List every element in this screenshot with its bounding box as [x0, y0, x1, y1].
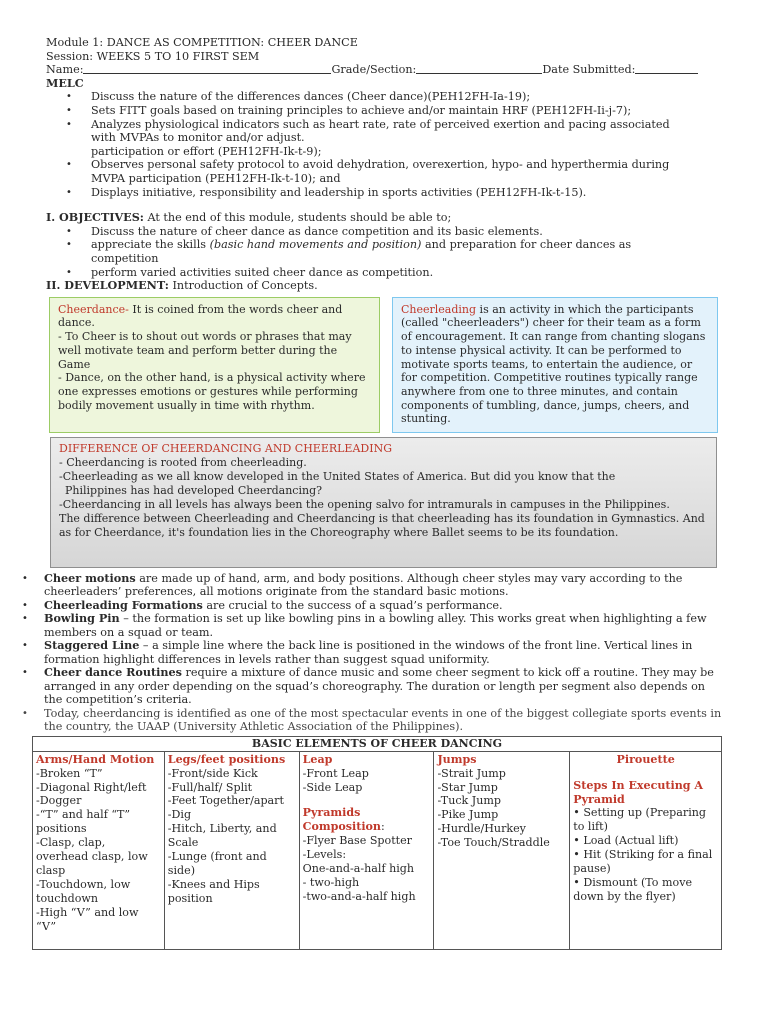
cheerleading-definition-box	[392, 297, 718, 433]
cheerdance-term: Cheerdance-	[58, 302, 129, 316]
cheerleading-def: is an activity in which the participants (called "cheerleaders") cheer for their team as a form of encouragement. It can range from chanting slogans to intense physical activity. It can be performed to motivate sports teams, to entertain the audience, or for competition. Competitive routines typically range anywhere from one to three minutes, and contain components of tumbling, dance, jumps, cheers, and stunting.	[401, 302, 706, 426]
grade-field[interactable]	[416, 63, 542, 74]
cheer-meaning: - To Cheer is to shout out words or phrases that may well motivate team and perform better during the Game	[58, 330, 352, 371]
session-line: Session: WEEKS 5 TO 10 FIRST SEM	[46, 49, 260, 63]
list-item: • Bowling Pin – the formation is set up like bowling pins in a bowling alley. This works great when highlighting a few members on a squad or team.	[22, 612, 726, 639]
col-header: Arms/Hand Motion	[36, 752, 155, 766]
list-item: • Observes personal safety protocol to avoid dehydration, overexertion, hypo- and hyperthermia during MVPA participation (PEH12FH-Ik-t-10); and	[46, 158, 726, 185]
difference-box	[50, 437, 717, 568]
difference-line: -Cheerleading as we all know developed in the United States of America. But did you know that the	[59, 469, 616, 483]
jumps-cell: Jumps -Strait Jump -Star Jump -Tuck Jump -Pike Jump -Hurdle/Hurkey -Toe Touch/Straddle	[434, 751, 570, 949]
list-item: • Cheer dance Routines require a mixture of dance music and some cheer segment to kick off a routine. They may be arranged in any order depending on the squad’s choreography. The duration or length per segment also depends on the competition’s criteria.	[22, 666, 726, 707]
leap-pyramid-cell: Leap -Front Leap -Side Leap Pyramids Composition: -Flyer Base Spotter -Levels: One-and-a-half high - two-high -two-and-a-half high	[299, 751, 434, 949]
date-field[interactable]	[635, 63, 698, 74]
cheerdance-definition-box	[49, 297, 380, 433]
melc-list	[46, 90, 726, 199]
list-item: • Discuss the nature of cheer dance as dance competition and its basic elements.	[46, 225, 726, 239]
objectives-heading: I. OBJECTIVES:	[46, 210, 144, 225]
list-item: • perform varied activities suited cheer dance as competition.	[46, 266, 726, 280]
name-field[interactable]	[83, 63, 331, 74]
col-header: Legs/feet positions	[167, 752, 286, 766]
objectives-list	[46, 225, 726, 279]
date-label: Date Submitted:	[542, 63, 636, 77]
development-heading: II. DEVELOPMENT:	[46, 278, 169, 293]
objectives-intro: At the end of this module, students should be able to;	[143, 211, 452, 225]
arms-hand-cell: Arms/Hand Motion -Broken “T” -Diagonal Right/left -Dogger -“T” and half “T” positions -Clasp, clap, overhead clasp, low clasp -Touchdown, low touchdown -High “V” and low “V”	[33, 751, 165, 949]
list-item: • Discuss the nature of the differences dances (Cheer dance)(PEH12FH-Ia-19);	[46, 90, 726, 104]
dance-meaning: - Dance, on the other hand, is a physical activity where one expresses emotions or gestures while performing bodily movement usually in time with rhythm.	[58, 371, 366, 412]
development-heading-row	[46, 279, 726, 293]
table-title: BASIC ELEMENTS OF CHEER DANCING	[33, 736, 722, 751]
melc-heading: MELC	[46, 75, 84, 90]
col-header: Leap	[302, 752, 333, 766]
col-subheader: Steps In Executing A Pyramid	[573, 778, 704, 806]
list-item-continuation: participation or effort (PEH12FH-Ik-t-9);	[91, 144, 322, 158]
definition-boxes	[46, 297, 726, 433]
list-item: • appreciate the skills (basic hand movements and position) and preparation for cheer dances as competition	[46, 238, 726, 265]
development-intro: Introduction of Concepts.	[168, 279, 318, 293]
difference-title: DIFFERENCE OF CHEERDANCING AND CHEERLEADING	[59, 441, 392, 455]
col-subheader: Pyramids Composition:	[302, 806, 385, 834]
student-info-row	[46, 63, 726, 77]
pirouette-cell: Pirouette Steps In Executing A Pyramid • Setting up (Preparing to lift) • Load (Actual lift) • Hit (Striking for a final pause) • Dismount (To move down by the flyer)	[570, 751, 722, 949]
concepts-list	[22, 572, 726, 734]
elements-table	[32, 736, 722, 950]
cheerdance-def: It is coined from the words cheer and dance.	[58, 302, 343, 330]
list-item: • Staggered Line – a simple line where the back line is positioned in the windows of the front line. Vertical lines in formation highlight differences in levels rather than suggest squad uniformity.	[22, 639, 726, 666]
col-header: Jumps	[437, 752, 477, 766]
worksheet-page	[36, 36, 726, 950]
grade-label: Grade/Section:	[331, 63, 417, 77]
list-item: • Displays initiative, responsibility and leadership in sports activities (PEH12FH-Ik-t-15).	[46, 186, 726, 200]
difference-line: -Cheerdancing in all levels has always been the opening salvo for intramurals in campuses in the Philippines.	[59, 497, 670, 511]
module-title: Module 1: DANCE AS COMPETITION: CHEER DANCE	[46, 36, 358, 49]
objectives-heading-row	[46, 211, 726, 225]
list-item: • Cheer motions are made up of hand, arm, and body positions. Although cheer styles may vary according to the cheerleaders’ preferences, all motions originate from the standard basic motions.	[22, 572, 726, 599]
list-item: • Sets FITT goals based on training principles to achieve and/or maintain HRF (PEH12FH-Ii-j-7);	[46, 104, 726, 118]
difference-line: - Cheerdancing is rooted from cheerleading.	[59, 455, 307, 469]
difference-line: Philippines has had developed Cheerdancing?	[65, 483, 323, 497]
difference-line: The difference between Cheerleading and Cheerdancing is that cheerleading has its foundation in Gymnastics. And as for Cheerdance, it's foundation lies in the Choreography where Ballet seems to be its foundation.	[59, 511, 705, 539]
legs-feet-cell: Legs/feet positions -Front/side Kick -Full/half/ Split -Feet Together/apart -Dig -Hitch, Liberty, and Scale -Lunge (front and side) -Knees and Hips position	[164, 751, 299, 949]
list-item: • Today, cheerdancing is identified as one of the most spectacular events in one of the biggest collegiate sports events in the country, the UAAP (University Athletic Association of the Philippines).	[22, 707, 726, 734]
col-header: Pirouette	[616, 752, 675, 766]
name-label: Name:	[46, 63, 84, 77]
list-item: • Analyzes physiological indicators such as heart rate, rate of perceived exertion and pacing associated with MVPAs to monitor and/or adjust.	[46, 118, 726, 145]
cheerleading-term: Cheerleading	[401, 302, 477, 316]
list-item: • Cheerleading Formations are crucial to the success of a squad’s performance.	[22, 599, 726, 613]
